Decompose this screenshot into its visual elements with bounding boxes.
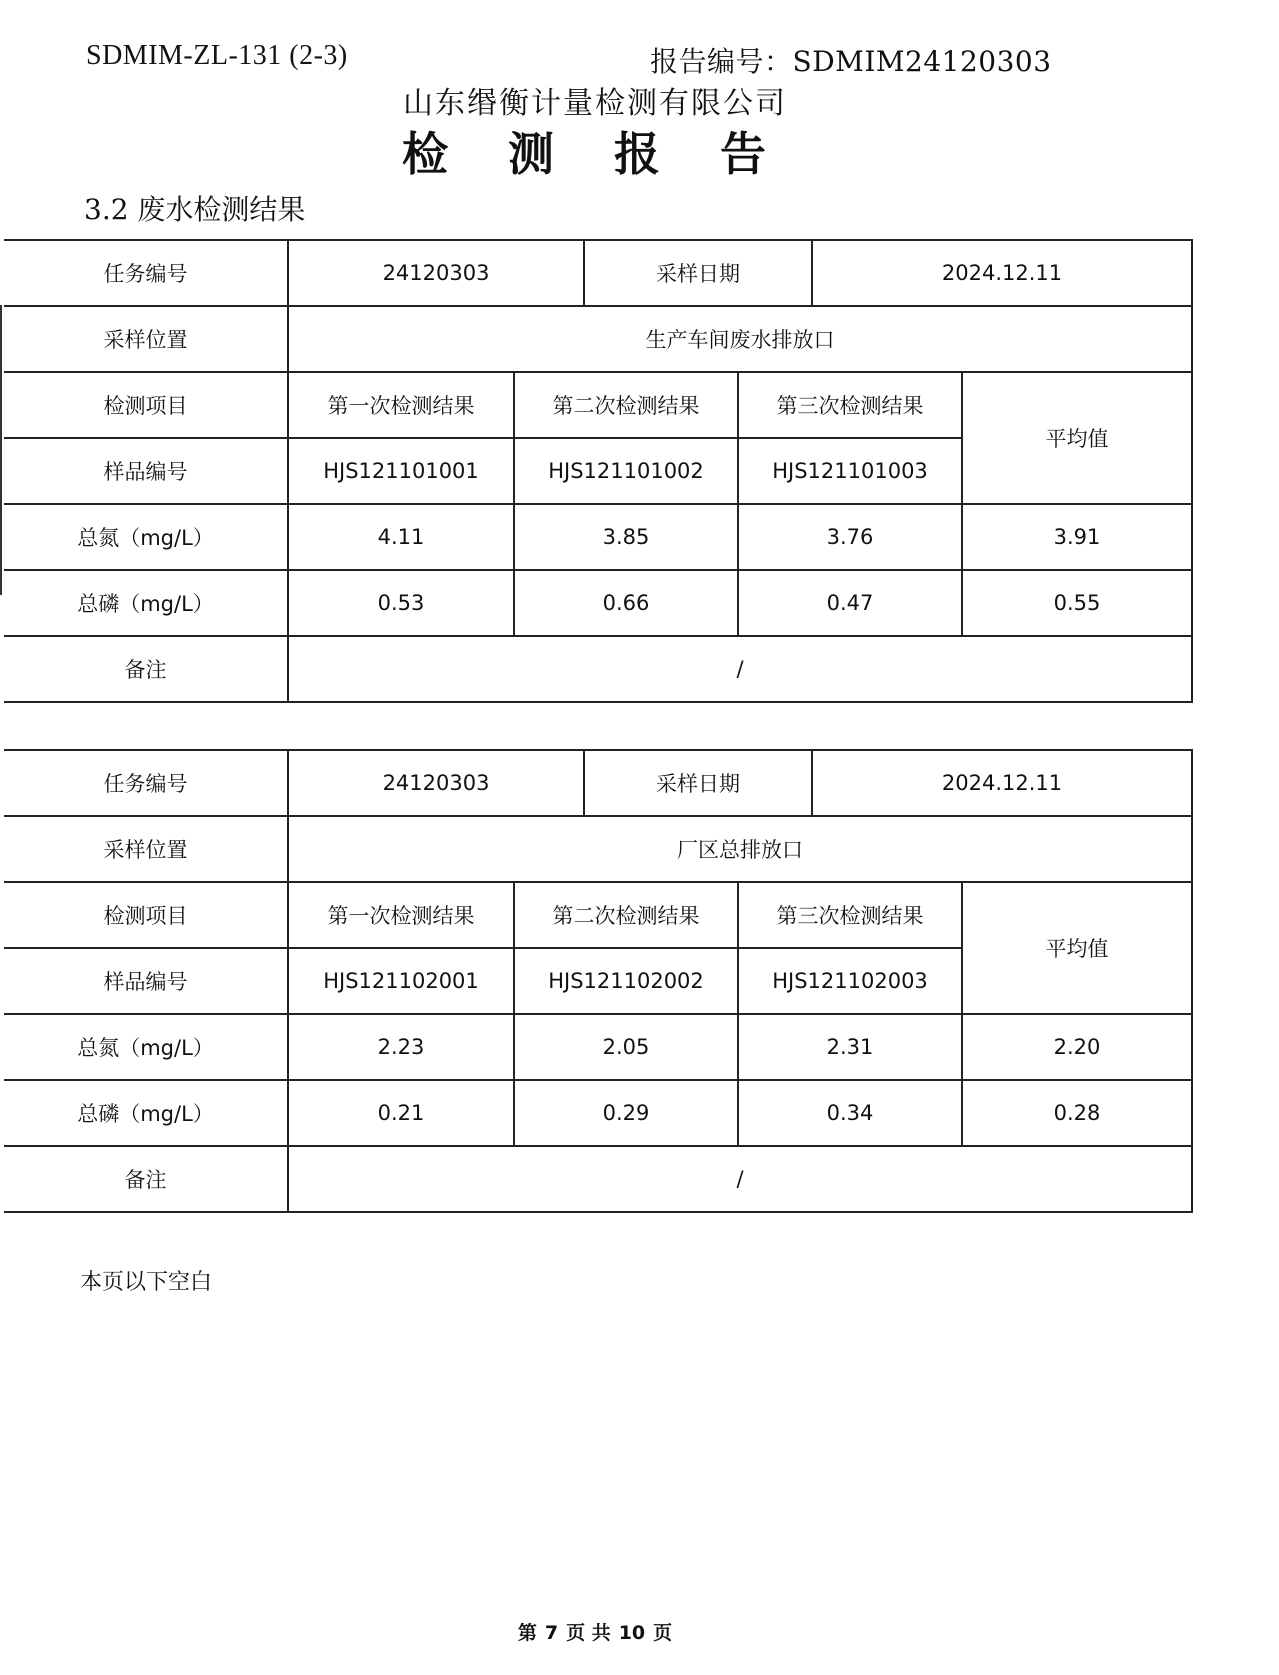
tp-average: 0.28 (962, 1080, 1192, 1146)
sampling-date-value: 2024.12.11 (812, 240, 1192, 306)
average-header: 平均值 (962, 372, 1192, 504)
sample-no-2: HJS121102002 (514, 948, 738, 1014)
page-prefix: 第 (517, 1622, 537, 1644)
table-row (4, 882, 1192, 948)
tn-average: 2.20 (962, 1014, 1192, 1080)
test-item-label: 检测项目 (4, 882, 288, 948)
table-row (4, 750, 1192, 816)
tn-result-3: 2.31 (738, 1014, 962, 1080)
table-row (4, 1014, 1192, 1080)
tp-result-3: 0.47 (738, 570, 962, 636)
tp-result-2: 0.29 (514, 1080, 738, 1146)
remarks-label: 备注 (4, 636, 288, 702)
total-nitrogen-label: 总氮（mg/L） (4, 504, 288, 570)
table-row (4, 372, 1192, 438)
sample-no-2: HJS121101002 (514, 438, 738, 504)
report-number-label: 报告编号： (650, 45, 793, 78)
page-number (0, 1618, 1190, 1645)
tp-result-1: 0.53 (288, 570, 514, 636)
tn-result-1: 2.23 (288, 1014, 514, 1080)
page-current: 7 (544, 1622, 559, 1644)
table-row (4, 504, 1192, 570)
total-phosphorus-label: 总磷（mg/L） (4, 1080, 288, 1146)
location-value: 生产车间废水排放口 (288, 306, 1192, 372)
tn-result-3: 3.76 (738, 504, 962, 570)
tn-result-2: 2.05 (514, 1014, 738, 1080)
task-no-label: 任务编号 (4, 240, 288, 306)
page-mid: 页 共 (566, 1622, 611, 1644)
task-no-value: 24120303 (288, 750, 584, 816)
sample-no-label: 样品编号 (4, 948, 288, 1014)
blank-below-note: 本页以下空白 (80, 1270, 213, 1295)
result-table-2 (4, 749, 1193, 1213)
table-row (4, 306, 1192, 372)
page-total: 10 (618, 1622, 646, 1644)
report-number-value: SDMIM24120303 (792, 45, 1052, 78)
first-result-header: 第一次检测结果 (288, 372, 514, 438)
tn-average: 3.91 (962, 504, 1192, 570)
result-table-1 (4, 239, 1193, 703)
tp-result-2: 0.66 (514, 570, 738, 636)
average-header: 平均值 (962, 882, 1192, 1014)
sampling-date-label: 采样日期 (584, 750, 812, 816)
total-phosphorus-label: 总磷（mg/L） (4, 570, 288, 636)
location-value: 厂区总排放口 (288, 816, 1192, 882)
sample-no-label: 样品编号 (4, 438, 288, 504)
sample-no-1: HJS121101001 (288, 438, 514, 504)
location-label: 采样位置 (4, 816, 288, 882)
task-no-value: 24120303 (288, 240, 584, 306)
sample-no-3: HJS121101003 (738, 438, 962, 504)
report-number (650, 40, 1052, 80)
page-suffix: 页 (653, 1622, 673, 1644)
remarks-value: / (288, 1146, 1192, 1212)
remarks-label: 备注 (4, 1146, 288, 1212)
document-title: 检 测 报 告 (401, 127, 789, 181)
tp-result-1: 0.21 (288, 1080, 514, 1146)
second-result-header: 第二次检测结果 (514, 882, 738, 948)
third-result-header: 第三次检测结果 (738, 882, 962, 948)
tn-result-1: 4.11 (288, 504, 514, 570)
table-row (4, 636, 1192, 702)
sample-no-3: HJS121102003 (738, 948, 962, 1014)
table-row (4, 1080, 1192, 1146)
tp-average: 0.55 (962, 570, 1192, 636)
table-row (4, 240, 1192, 306)
tn-result-2: 3.85 (514, 504, 738, 570)
task-no-label: 任务编号 (4, 750, 288, 816)
third-result-header: 第三次检测结果 (738, 372, 962, 438)
tp-result-3: 0.34 (738, 1080, 962, 1146)
table-row (4, 1146, 1192, 1212)
first-result-header: 第一次检测结果 (288, 882, 514, 948)
total-nitrogen-label: 总氮（mg/L） (4, 1014, 288, 1080)
location-label: 采样位置 (4, 306, 288, 372)
scan-edge-line (0, 305, 2, 595)
second-result-header: 第二次检测结果 (514, 372, 738, 438)
remarks-value: / (288, 636, 1192, 702)
sampling-date-value: 2024.12.11 (812, 750, 1192, 816)
sampling-date-label: 采样日期 (584, 240, 812, 306)
test-item-label: 检测项目 (4, 372, 288, 438)
section-title: 3.2 废水检测结果 (84, 193, 306, 226)
table-row (4, 816, 1192, 882)
sample-no-1: HJS121102001 (288, 948, 514, 1014)
company-name: 山东缗衡计量检测有限公司 (403, 86, 787, 121)
table-row (4, 570, 1192, 636)
form-code: SDMIM-ZL-131 (2-3) (86, 40, 348, 71)
